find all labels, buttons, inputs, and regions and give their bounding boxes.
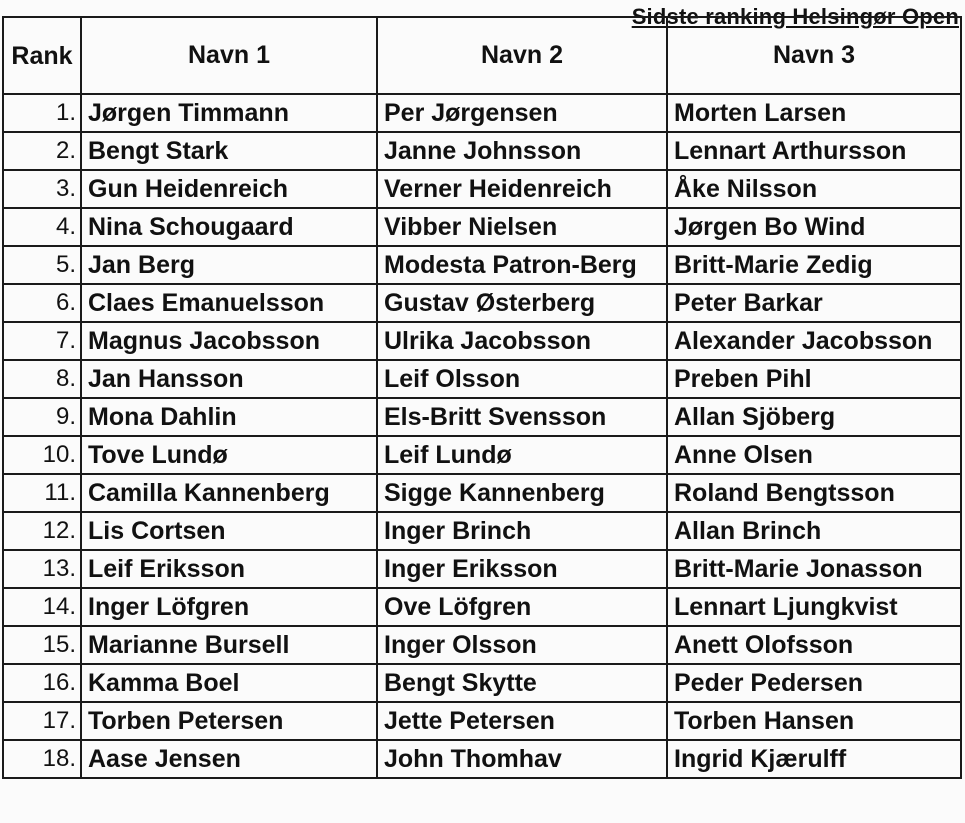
table-row [3, 550, 961, 588]
name2-cell: Modesta Patron-Berg [377, 246, 667, 284]
name1-cell: Aase Jensen [81, 740, 377, 778]
name2-cell: Inger Eriksson [377, 550, 667, 588]
name3-cell: Roland Bengtsson [667, 474, 961, 512]
rank-cell: 8. [3, 360, 81, 398]
name2-cell: Verner Heidenreich [377, 170, 667, 208]
rank-cell: 7. [3, 322, 81, 360]
name3-cell: Alexander Jacobsson [667, 322, 961, 360]
name3-cell: Lennart Arthursson [667, 132, 961, 170]
name3-cell: Allan Brinch [667, 512, 961, 550]
name1-cell: Kamma Boel [81, 664, 377, 702]
name1-cell: Marianne Bursell [81, 626, 377, 664]
table-row [3, 170, 961, 208]
name2-column-header: Navn 2 [377, 17, 667, 94]
rank-cell: 11. [3, 474, 81, 512]
name3-cell: Jørgen Bo Wind [667, 208, 961, 246]
name1-column-header: Navn 1 [81, 17, 377, 94]
name1-cell: Nina Schougaard [81, 208, 377, 246]
name3-cell: Allan Sjöberg [667, 398, 961, 436]
rank-cell: 13. [3, 550, 81, 588]
name2-cell: Leif Olsson [377, 360, 667, 398]
name2-cell: Gustav Østerberg [377, 284, 667, 322]
table-row [3, 94, 961, 132]
name1-cell: Jan Hansson [81, 360, 377, 398]
name1-cell: Inger Löfgren [81, 588, 377, 626]
name3-cell: Britt-Marie Zedig [667, 246, 961, 284]
table-row [3, 664, 961, 702]
name2-cell: Janne Johnsson [377, 132, 667, 170]
name1-cell: Lis Cortsen [81, 512, 377, 550]
ranking-rows [3, 94, 961, 778]
rank-cell: 14. [3, 588, 81, 626]
table-row [3, 512, 961, 550]
name1-cell: Jørgen Timmann [81, 94, 377, 132]
name3-cell: Morten Larsen [667, 94, 961, 132]
name2-cell: Jette Petersen [377, 702, 667, 740]
name2-cell: Vibber Nielsen [377, 208, 667, 246]
document-title: Sidste ranking Helsingør Open [631, 4, 959, 29]
table-row [3, 740, 961, 778]
name1-cell: Bengt Stark [81, 132, 377, 170]
rank-cell: 18. [3, 740, 81, 778]
table-row [3, 360, 961, 398]
name1-cell: Mona Dahlin [81, 398, 377, 436]
name3-cell: Torben Hansen [667, 702, 961, 740]
name3-cell: Preben Pihl [667, 360, 961, 398]
name3-cell: Åke Nilsson [667, 170, 961, 208]
rank-cell: 17. [3, 702, 81, 740]
name3-cell: Ingrid Kjærulff [667, 740, 961, 778]
name1-cell: Magnus Jacobsson [81, 322, 377, 360]
rank-column-header: Rank [3, 17, 81, 94]
rank-cell: 15. [3, 626, 81, 664]
name2-cell: Inger Brinch [377, 512, 667, 550]
name2-cell: Inger Olsson [377, 626, 667, 664]
name1-cell: Claes Emanuelsson [81, 284, 377, 322]
name1-cell: Leif Eriksson [81, 550, 377, 588]
name1-cell: Camilla Kannenberg [81, 474, 377, 512]
name2-cell: Leif Lundø [377, 436, 667, 474]
rank-cell: 5. [3, 246, 81, 284]
table-row [3, 322, 961, 360]
rank-cell: 9. [3, 398, 81, 436]
rank-cell: 1. [3, 94, 81, 132]
rank-cell: 2. [3, 132, 81, 170]
name2-cell: John Thomhav [377, 740, 667, 778]
name1-cell: Gun Heidenreich [81, 170, 377, 208]
rank-cell: 10. [3, 436, 81, 474]
ranking-table [2, 16, 962, 779]
table-row [3, 132, 961, 170]
name2-cell: Els-Britt Svensson [377, 398, 667, 436]
table-row [3, 284, 961, 322]
name2-cell: Bengt Skytte [377, 664, 667, 702]
rank-cell: 16. [3, 664, 81, 702]
name3-cell: Lennart Ljungkvist [667, 588, 961, 626]
rank-cell: 3. [3, 170, 81, 208]
name1-cell: Jan Berg [81, 246, 377, 284]
name2-cell: Ove Löfgren [377, 588, 667, 626]
table-row [3, 474, 961, 512]
table-row [3, 398, 961, 436]
table-row [3, 436, 961, 474]
name3-cell: Anett Olofsson [667, 626, 961, 664]
name2-cell: Per Jørgensen [377, 94, 667, 132]
name3-cell: Britt-Marie Jonasson [667, 550, 961, 588]
rank-cell: 4. [3, 208, 81, 246]
table-row [3, 246, 961, 284]
table-row [3, 588, 961, 626]
table-row [3, 702, 961, 740]
name1-cell: Torben Petersen [81, 702, 377, 740]
name2-cell: Ulrika Jacobsson [377, 322, 667, 360]
table-row [3, 626, 961, 664]
name3-cell: Peder Pedersen [667, 664, 961, 702]
name2-cell: Sigge Kannenberg [377, 474, 667, 512]
name3-cell: Peter Barkar [667, 284, 961, 322]
table-row [3, 208, 961, 246]
table-header-row [3, 17, 961, 94]
name3-column-header: Navn 3 [667, 17, 961, 94]
name3-cell: Anne Olsen [667, 436, 961, 474]
rank-cell: 12. [3, 512, 81, 550]
name1-cell: Tove Lundø [81, 436, 377, 474]
rank-cell: 6. [3, 284, 81, 322]
